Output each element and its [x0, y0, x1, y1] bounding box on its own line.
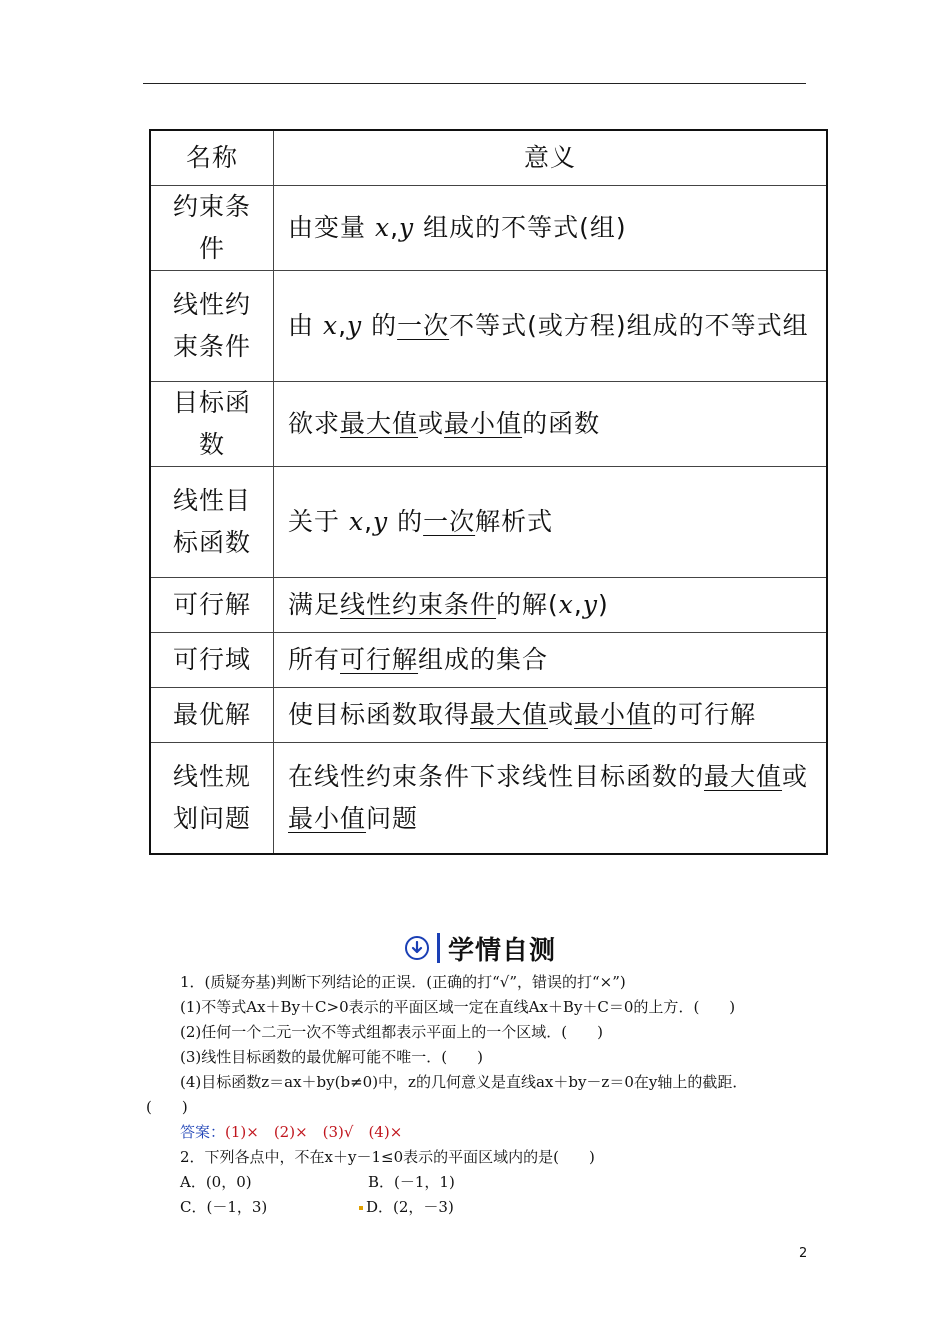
- underlined-term: 可行解: [340, 645, 419, 674]
- option-b: B．(－1，1): [368, 1173, 455, 1191]
- option-d: D．(2，－3): [366, 1198, 454, 1216]
- meaning-text: 或: [418, 409, 445, 438]
- meaning-text: ,: [338, 311, 348, 340]
- answer-label: 答案：: [180, 1123, 226, 1141]
- circle-down-arrow-icon: [405, 936, 429, 960]
- meaning-text: 由变量: [288, 213, 375, 242]
- meaning-text: 或: [548, 700, 575, 729]
- meaning-text: 或: [782, 762, 809, 791]
- meaning-text: ,: [573, 590, 583, 619]
- question-1: 1．(质疑夯基)判断下列结论的正误．(正确的打“√”，错误的打“×”): [180, 973, 626, 991]
- header-rule: [143, 83, 806, 84]
- meaning-text: 不等式(或方程)组成的不等式组: [449, 311, 809, 340]
- table-row: [150, 743, 827, 855]
- underlined-term: 最小值: [574, 700, 653, 729]
- meaning-text: ,: [364, 507, 374, 536]
- underlined-term: 最大值: [704, 762, 783, 791]
- math-variable: x: [558, 590, 574, 619]
- row-name: 线性目标函数: [150, 467, 274, 578]
- math-variable: y: [373, 507, 389, 536]
- meaning-text: 问题: [366, 804, 419, 833]
- meaning-text: 在线性约束条件下求线性目标函数的: [288, 762, 705, 791]
- row-name: 最优解: [150, 688, 274, 743]
- question-2: 2．下列各点中，不在x＋y－1≤0表示的平面区域内的是( ): [180, 1148, 595, 1166]
- meaning-text: ,: [390, 213, 400, 242]
- marker-dot: [359, 1206, 363, 1210]
- row-meaning: [274, 271, 828, 382]
- page-number: 2: [799, 1246, 808, 1261]
- option-d-line: [359, 1197, 454, 1217]
- row-meaning: [274, 467, 828, 578]
- table-row: [150, 382, 827, 467]
- row-name: 目标函数: [150, 382, 274, 467]
- underlined-term: 一次: [423, 507, 476, 536]
- meaning-text: 由: [288, 311, 323, 340]
- meaning-text: 关于: [288, 507, 349, 536]
- underlined-term: 最大值: [340, 409, 419, 438]
- underlined-term: 最小值: [444, 409, 523, 438]
- table-row: [150, 633, 827, 688]
- row-name: 线性规划问题: [150, 743, 274, 855]
- underlined-term: 最大值: [470, 700, 549, 729]
- meaning-text: 解析式: [475, 507, 554, 536]
- meaning-text: 的: [362, 311, 398, 340]
- table-row: [150, 271, 827, 382]
- table-header-row: [150, 130, 827, 186]
- row-meaning: [274, 743, 828, 855]
- meaning-text: 的解(: [496, 590, 559, 619]
- meaning-text: 的函数: [522, 409, 601, 438]
- underlined-term: 线性约束条件: [340, 590, 497, 619]
- meaning-text: 的可行解: [652, 700, 757, 729]
- row-meaning: [274, 382, 828, 467]
- meaning-text: 所有: [288, 645, 341, 674]
- option-a: A．(0，0): [180, 1173, 252, 1191]
- row-name: 约束条件: [150, 186, 274, 271]
- meaning-text: 满足: [288, 590, 341, 619]
- row-meaning: [274, 633, 828, 688]
- row-name: 可行解: [150, 578, 274, 633]
- math-variable: y: [399, 213, 415, 242]
- header-name: 名称: [150, 130, 274, 186]
- row-meaning: [274, 688, 828, 743]
- meaning-text: ): [597, 590, 609, 619]
- row-meaning: [274, 186, 828, 271]
- table-row: [150, 186, 827, 271]
- answer-value: (1)× (2)× (3)√ (4)×: [225, 1123, 403, 1141]
- question-1-item-3: (3)线性目标函数的最优解可能不唯一．( ): [180, 1048, 483, 1066]
- section-title: [405, 928, 556, 968]
- question-1-item-2: (2)任何一个二元一次不等式组都表示平面上的一个区域．( ): [180, 1023, 603, 1041]
- underlined-term: 最小值: [288, 804, 367, 833]
- section-label: 学情自测: [448, 935, 557, 966]
- math-variable: y: [582, 590, 598, 619]
- row-name: 可行域: [150, 633, 274, 688]
- meaning-text: 的: [388, 507, 424, 536]
- meaning-text: 组成的不等式(组): [414, 213, 627, 242]
- question-1-item-4-paren: ( ): [146, 1098, 188, 1116]
- question-1-item-1: (1)不等式Ax＋By＋C>0表示的平面区域一定在直线Ax＋By＋C＝0的上方．( ): [180, 998, 736, 1016]
- meaning-text: 使目标函数取得: [288, 700, 471, 729]
- option-c: C．(－1，3): [180, 1198, 268, 1216]
- math-variable: x: [322, 311, 339, 340]
- meaning-text: 组成的集合: [418, 645, 549, 674]
- row-meaning: [274, 578, 828, 633]
- table-row: [150, 578, 827, 633]
- answer-line: [180, 1122, 402, 1142]
- underlined-term: 一次: [397, 311, 450, 340]
- table-row: [150, 688, 827, 743]
- header-meaning: 意义: [274, 130, 828, 186]
- definition-table: [149, 129, 828, 855]
- math-variable: y: [347, 311, 363, 340]
- table-row: [150, 467, 827, 578]
- section-divider-bar: [437, 933, 440, 963]
- math-variable: x: [374, 213, 391, 242]
- row-name: 线性约束条件: [150, 271, 274, 382]
- meaning-text: 欲求: [288, 409, 341, 438]
- question-1-item-4: (4)目标函数z＝ax＋by(b≠0)中，z的几何意义是直线ax＋by－z＝0在y轴上的截距．: [180, 1073, 748, 1091]
- math-variable: x: [348, 507, 365, 536]
